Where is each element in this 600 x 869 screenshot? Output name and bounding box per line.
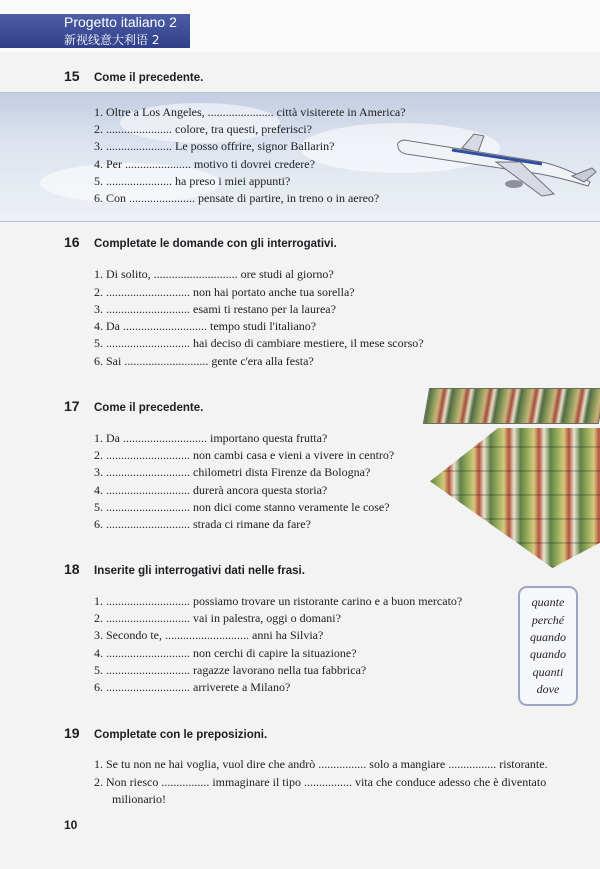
- exercise-18-line-6: 6. ............................ arriverete a Milano?: [94, 680, 291, 694]
- page-header: [0, 0, 600, 52]
- exercise-16-heading: [64, 234, 337, 250]
- market-stall-top-image: [423, 388, 600, 424]
- exercise-15-line-3: 3. ...................... Le posso offrire, signor Ballarin?: [94, 139, 335, 153]
- book-title: Progetto italiano 2: [64, 14, 177, 30]
- exercise-17-line-4: 4. ............................ durerà ancora questa storia?: [94, 483, 328, 497]
- airplane-illustration: [392, 128, 598, 200]
- exercise-17-line-6: 6. ............................ strada ci rimane da fare?: [94, 517, 311, 531]
- exercise-instruction: Inserite gli interrogativi dati nelle frasi.: [94, 565, 305, 577]
- exercise-15-line-1: 1. Oltre a Los Angeles, ...................... città visiterete in America?: [94, 105, 406, 119]
- exercise-16-line-4: 4. Da ............................ tempo studi l'italiano?: [94, 319, 317, 333]
- exercise-17-heading: [64, 398, 203, 414]
- answer-word: quanti: [532, 665, 564, 679]
- exercise-16-line-1: 1. Di solito, ............................ ore studi al giorno?: [94, 267, 334, 281]
- exercise-17-line-5: 5. ............................ non dici come stanno veramente le cose?: [94, 500, 390, 514]
- exercise-19-line-2: 2. Non riesco ................ immaginare il tipo ................ vita che conduce adesso che è diventato: [94, 775, 547, 789]
- exercise-15-line-4: 4. Per ...................... motivo ti dovrei credere?: [94, 157, 315, 171]
- answer-word-box: [518, 586, 578, 706]
- exercise-16-line-5: 5. ............................ hai deciso di cambiare mestiere, il mese scorso?: [94, 336, 424, 350]
- exercise-number: 15: [64, 68, 80, 84]
- exercise-19-heading: [64, 725, 267, 741]
- exercise-16-line-6: 6. Sai ............................ gente c'era alla festa?: [94, 354, 314, 368]
- exercise-number: 19: [64, 725, 80, 741]
- answer-word: quando: [530, 647, 566, 661]
- exercise-16-line-2: 2. ............................ non hai portato anche tua sorella?: [94, 285, 355, 299]
- exercise-instruction: Come il precedente.: [94, 72, 204, 84]
- exercise-17-line-1: 1. Da ............................ importano questa frutta?: [94, 431, 328, 445]
- answer-word: dove: [536, 682, 560, 696]
- exercise-17-line-2: 2. ............................ non cambi casa e vieni a vivere in centro?: [94, 448, 395, 462]
- exercise-15-heading: [64, 68, 203, 84]
- page-number: 10: [64, 818, 78, 832]
- exercise-number: 16: [64, 234, 80, 250]
- book-subtitle: 新视线意大利语 2: [64, 33, 160, 47]
- exercise-19-line-2-continuation: milionario!: [112, 792, 166, 806]
- exercise-15-line-6: 6. Con ...................... pensate di partire, in treno o in aereo?: [94, 191, 380, 205]
- exercise-15-line-5: 5. ...................... ha preso i miei appunti?: [94, 174, 291, 188]
- market-stall-main-image: [430, 428, 600, 568]
- exercise-18-line-5: 5. ............................ ragazze lavorano nella tua fabbrica?: [94, 663, 367, 677]
- exercise-18-line-2: 2. ............................ vai in palestra, oggi o domani?: [94, 611, 341, 625]
- exercise-18-line-1: 1. ............................ possiamo trovare un ristorante carino e a buon mercato?: [94, 594, 463, 608]
- exercise-19-line-1: 1. Se tu non ne hai voglia, vuol dire che andrò ................ solo a mangiare ................ ristorante.: [94, 757, 548, 771]
- answer-word: perché: [531, 613, 565, 627]
- exercise-number: 18: [64, 561, 80, 577]
- exercise-18-line-4: 4. ............................ non cerchi di capire la situazione?: [94, 646, 357, 660]
- exercise-18-line-3: 3. Secondo te, ............................ anni ha Silvia?: [94, 628, 324, 642]
- exercise-instruction: Come il precedente.: [94, 402, 204, 414]
- exercise-16-line-3: 3. ............................ esami ti restano per la laurea?: [94, 302, 336, 316]
- exercise-17-line-3: 3. ............................ chilometri dista Firenze da Bologna?: [94, 465, 371, 479]
- exercise-instruction: Completate le domande con gli interrogativi.: [94, 238, 337, 250]
- exercise-instruction: Completate con le preposizioni.: [94, 729, 268, 741]
- exercise-number: 17: [64, 398, 80, 414]
- answer-word: quando: [530, 630, 566, 644]
- exercise-15-line-2: 2. ...................... colore, tra questi, preferisci?: [94, 122, 312, 136]
- answer-word: quante: [531, 595, 565, 609]
- exercise-18-heading: [64, 561, 305, 577]
